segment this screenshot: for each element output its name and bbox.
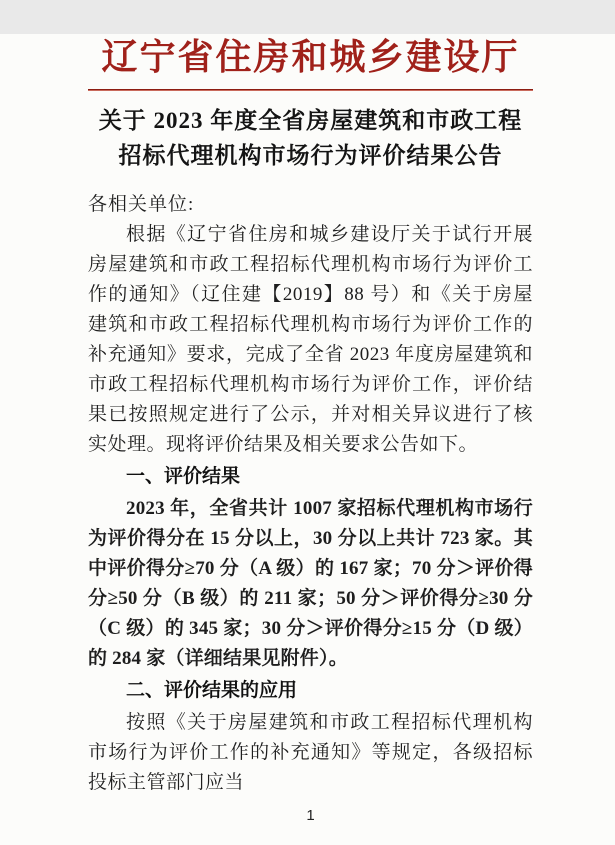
letterhead-divider: [88, 89, 533, 91]
document-title-line1: 关于 2023 年度全省房屋建筑和市政工程: [98, 108, 523, 133]
intro-paragraph: 根据《辽宁省住房和城乡建设厅关于试行开展房屋建筑和市政工程招标代理机构市场行为评价工作的通知》（辽住建【2019】88 号）和《关于房屋建筑和市政工程招标代理机构市场行为评价工作的补充通知》要求，完成了全省 2023 年度房屋建筑和市政工程招标代理机构市场行为评价工作，评价结果已按照规定进行了公示，并对相关异议进行了核实处理。现将评价结果及相关要求公告如下。: [88, 224, 533, 455]
document-body: [88, 190, 533, 827]
page-number: 1: [306, 807, 315, 824]
section-heading-application: 二、评价结果的应用: [126, 680, 298, 701]
salutation: 各相关单位:: [88, 194, 195, 215]
application-paragraph: 按照《关于房屋建筑和市政工程招标代理机构市场行为评价工作的补充通知》等规定，各级招标投标主管部门应当: [88, 712, 533, 793]
agency-letterhead: 辽宁省住房和城乡建设厅: [101, 37, 520, 77]
document-page: [0, 34, 615, 845]
results-paragraph: 2023 年，全省共计 1007 家招标代理机构市场行为评价得分在 15 分以上，30 分以上共计 723 家。其中评价得分≥70 分（A 级）的 167 家；70 分＞评价得分≥50 分（B 级）的 211 家；50 分＞评价得分≥30 分（C 级）的 345 家；30 分＞评价得分≥15 分（D 级）的 284 家（详细结果见附件）。: [88, 498, 533, 669]
section-heading-results: 一、评价结果: [126, 466, 241, 487]
document-title-line2: 招标代理机构市场行为评价结果公告: [118, 143, 503, 168]
document-title: [88, 103, 533, 173]
